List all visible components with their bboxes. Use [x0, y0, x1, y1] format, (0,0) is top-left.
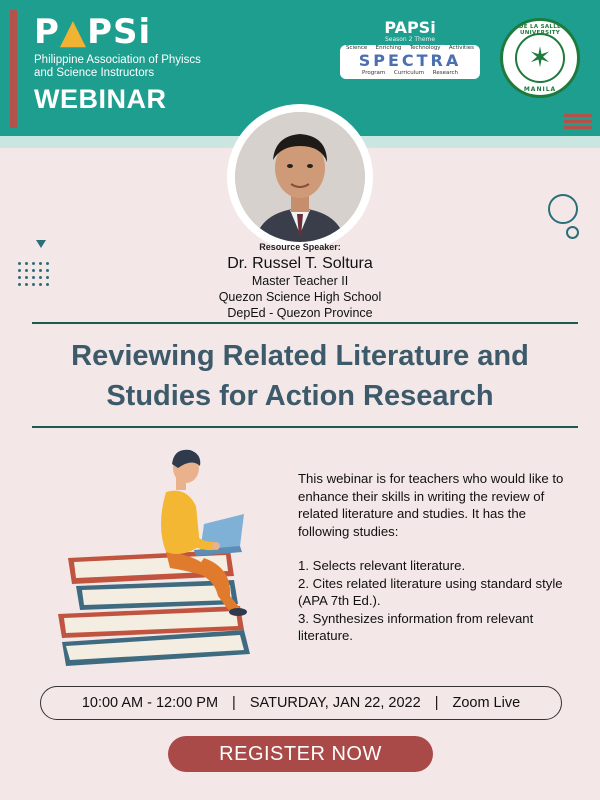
speaker-division: DepEd - Quezon Province [227, 306, 373, 320]
spectra-word: SPECTRA [358, 51, 462, 70]
reader-on-books-illustration [54, 446, 264, 678]
webinar-label: WEBINAR [34, 84, 167, 114]
separator: | [434, 695, 439, 711]
right-deco-lines [564, 114, 592, 132]
title-rule-bottom [32, 426, 578, 428]
speaker-photo [235, 112, 365, 242]
circle-deco-large [548, 194, 578, 224]
circle-deco-small [566, 226, 579, 239]
speaker-position: Master Teacher II [251, 274, 349, 288]
speaker-portrait [235, 112, 365, 242]
papsi-logo-text: P▲PSi [34, 12, 152, 52]
speaker-label: Resource Speaker: [259, 242, 341, 252]
webinar-description [298, 470, 576, 645]
schedule-bar [40, 686, 562, 720]
event-time: 10:00 AM - 12:00 PM [81, 695, 219, 711]
university-city: MANILA [523, 86, 557, 93]
spectra-top-row: Science Enriching Technology Activities [346, 45, 474, 51]
speaker-name: Dr. Russel T. Soltura [227, 255, 373, 272]
dlsu-seal-logo [500, 18, 580, 98]
logo-triangle-icon: ▲ [59, 12, 88, 52]
season-logo: PAPSi [384, 18, 436, 37]
season-label: Season 2 Theme [384, 36, 436, 43]
left-accent-bar [10, 10, 17, 128]
separator: | [232, 695, 236, 711]
seal-inner-ring [515, 33, 565, 83]
speaker-photo-frame [227, 104, 373, 250]
speaker-school: Quezon Science High School [218, 290, 382, 304]
webinar-title: Reviewing Related Literature and Studies for Action Research [71, 340, 529, 412]
spectra-card [340, 45, 480, 79]
speaker-info [0, 242, 600, 321]
event-date: SATURDAY, JAN 22, 2022 [249, 695, 421, 711]
objective-item: 1. Selects relevant literature. [298, 558, 466, 573]
register-now-button[interactable]: REGISTER NOW [168, 736, 433, 772]
spectra-bottom-row: Program Curriculum Research [362, 70, 458, 76]
event-platform: Zoom Live [452, 695, 521, 711]
description-intro: This webinar is for teachers who would like to enhance their skills in writing the review of related literature and studies. It has the following studies: [298, 471, 564, 539]
illustration-svg [54, 446, 264, 678]
org-name: Philippine Association of Phyiscs and Science Instructors [34, 54, 201, 79]
objective-item: 3. Synthesizes information from relevant literature. [298, 610, 534, 643]
spectra-theme-badge [340, 20, 480, 78]
star-icon: ✶ [528, 41, 552, 74]
title-rule-top [32, 322, 578, 324]
papsi-logo [34, 14, 201, 80]
objective-item: 2. Cites related literature using standard style (APA 7th Ed.). [298, 575, 563, 608]
university-name: DE LA SALLE UNIVERSITY [518, 24, 562, 36]
